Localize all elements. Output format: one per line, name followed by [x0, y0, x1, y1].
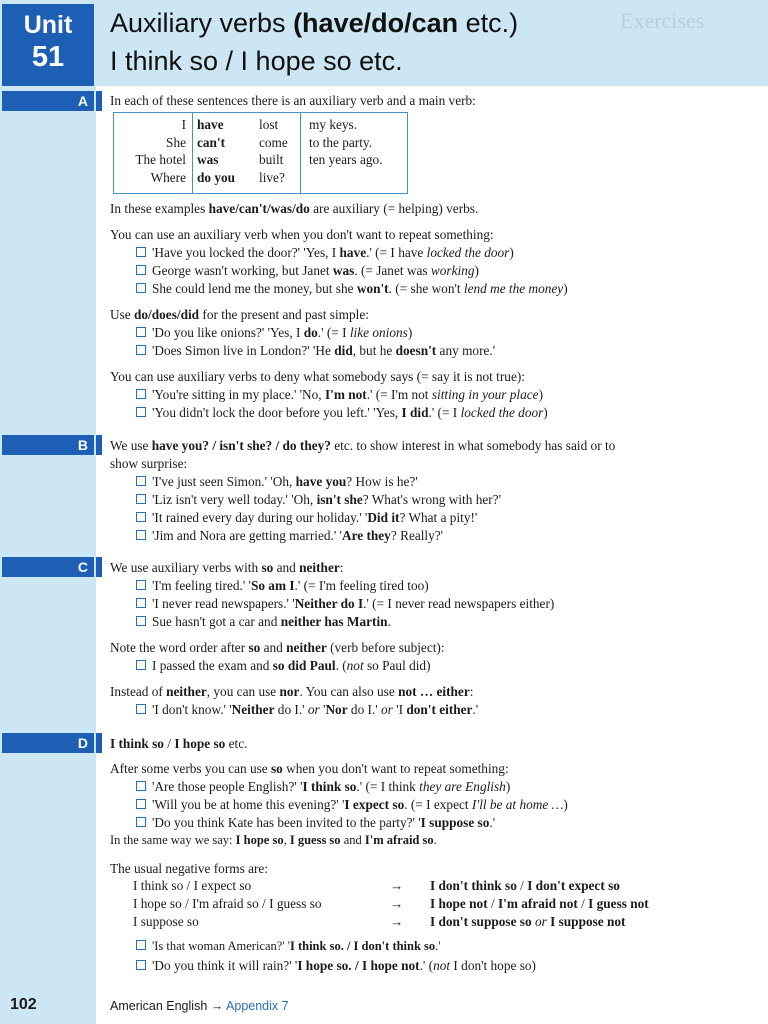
text-segment: have/can't/was/do	[208, 201, 310, 216]
section-label-b: B	[2, 435, 94, 455]
text-segment: Neither do I	[294, 596, 364, 611]
checkbox-square-icon	[136, 940, 146, 950]
text-segment: neither	[166, 684, 207, 699]
text-segment: working	[430, 263, 475, 278]
text-segment: locked the door	[460, 405, 544, 420]
text-segment: I suppose not	[550, 914, 626, 929]
text-segment: Nor	[325, 702, 348, 717]
d-heading	[110, 735, 247, 752]
text-segment: 'I'm feeling tired.' '	[152, 578, 251, 593]
text-segment: In the same way we say:	[110, 833, 236, 847]
list-item	[136, 814, 495, 831]
text-segment: did	[334, 343, 353, 358]
text-segment: I'm not	[324, 387, 367, 402]
a-deny-intro: You can use auxiliary verbs to deny what somebody says (= say it is not true):	[110, 369, 525, 384]
appendix-link[interactable]: Appendix 7	[226, 999, 289, 1013]
section-label-d: D	[2, 733, 94, 753]
text-segment: We use	[110, 438, 152, 453]
list-item	[136, 386, 543, 403]
text-segment: I hope not	[430, 896, 488, 911]
text-segment: I think so. / I don't think so	[289, 939, 436, 953]
b-intro	[110, 437, 615, 454]
text-segment: when you don't want to repeat something:	[282, 761, 509, 776]
text-segment: .' (= I	[428, 405, 461, 420]
left-sidebar	[0, 0, 96, 1024]
checkbox-square-icon	[136, 389, 146, 399]
list-item	[136, 280, 568, 297]
table-rest: my keys. to the party. ten years ago.	[309, 117, 383, 167]
page-title: Auxiliary verbs (have/do/can etc.) I think so / I hope so etc.	[110, 8, 519, 76]
list-item	[136, 957, 536, 974]
text-segment: ? What a pity!'	[399, 510, 478, 525]
text-segment: locked the door	[426, 245, 510, 260]
list-item	[136, 796, 568, 813]
text-segment: .' (= I	[317, 325, 350, 340]
neg-row-right	[430, 895, 649, 913]
text-segment: ? How is he?'	[346, 474, 418, 489]
text-segment: neither has Martin	[280, 614, 388, 629]
checkbox-square-icon	[136, 494, 146, 504]
list-item	[136, 595, 554, 612]
text-segment: 'It rained every day during our holiday.' '	[152, 510, 368, 525]
text-segment: 'I never read newspapers.' '	[152, 596, 295, 611]
text-segment: .' (= I'm feeling tired too)	[294, 578, 429, 593]
text-segment: Use	[110, 307, 135, 322]
text-segment: neither	[299, 560, 340, 575]
arrow-icon: →	[390, 896, 404, 911]
checkbox-square-icon	[136, 345, 146, 355]
text-segment: I'm afraid not	[497, 896, 578, 911]
text-segment: I hope so	[235, 833, 284, 847]
text-segment: have you? / isn't she? / do they?	[151, 438, 331, 453]
text-segment: I don't hope so)	[450, 958, 536, 973]
section-label-a: A	[2, 91, 94, 111]
text-segment: I suppose so	[420, 815, 490, 830]
auxiliary-table	[113, 112, 408, 194]
text-segment: 'Does Simon live in London?' 'He	[152, 343, 335, 358]
text-segment: .' (= I never read newspapers either)	[363, 596, 555, 611]
text-segment: nor	[279, 684, 300, 699]
list-item	[136, 657, 431, 674]
text-segment: , you can use	[206, 684, 280, 699]
checkbox-square-icon	[136, 616, 146, 626]
text-segment: so did Paul	[272, 658, 336, 673]
text-segment: ? Really?'	[390, 528, 444, 543]
text-segment: After some verbs you can use	[110, 761, 271, 776]
text-segment: not	[433, 958, 451, 973]
text-segment: )	[407, 325, 413, 340]
list-item	[136, 577, 429, 594]
text-segment: .' (= I think	[356, 779, 420, 794]
text-segment: .'	[472, 702, 479, 717]
text-segment: doesn't	[395, 343, 437, 358]
text-segment: 'Do you think it will rain?' '	[152, 958, 298, 973]
checkbox-square-icon	[136, 660, 146, 670]
text-segment: . (= she won't	[388, 281, 464, 296]
text-segment: 'Have you locked the door?' 'Yes, I	[152, 245, 340, 260]
text-segment: .' (= I'm not	[366, 387, 432, 402]
arrow-icon: →	[390, 878, 404, 893]
checkbox-square-icon	[136, 960, 146, 970]
list-item	[136, 613, 391, 630]
text-segment: like onions	[349, 325, 408, 340]
text-segment: .' (= I have	[366, 245, 427, 260]
checkbox-square-icon	[136, 247, 146, 257]
text-segment: I hope so. / I hope not	[297, 958, 420, 973]
text-segment: 'Liz isn't very well today.' 'Oh,	[152, 492, 317, 507]
text-segment: We use auxiliary verbs with	[110, 560, 262, 575]
checkbox-square-icon	[136, 327, 146, 337]
text-segment: (verb before subject):	[326, 640, 445, 655]
text-segment: Are they	[341, 528, 391, 543]
c-order-note	[110, 639, 445, 656]
text-segment: .	[387, 614, 391, 629]
table-main-verbs: lost come built live?	[259, 117, 288, 185]
text-segment: don't either	[406, 702, 473, 717]
text-segment: have you	[295, 474, 347, 489]
a-intro: In each of these sentences there is an auxiliary verb and a main verb:	[110, 93, 476, 108]
text-segment: )	[509, 245, 514, 260]
table-subjects: I She The hotel Where	[135, 117, 186, 185]
text-segment: sitting in your place	[431, 387, 539, 402]
a-do-intro	[110, 306, 369, 323]
text-segment: so	[248, 640, 261, 655]
text-segment: Neither	[231, 702, 275, 717]
text-segment: 'Is that woman American?' '	[152, 939, 290, 953]
text-segment: Instead of	[110, 684, 167, 699]
text-segment: I think so	[110, 736, 164, 751]
text-segment: Note the word order after	[110, 640, 249, 655]
unit-badge	[2, 4, 94, 86]
footer-note	[110, 999, 289, 1013]
checkbox-square-icon	[136, 580, 146, 590]
text-segment: 'I don't know.' '	[152, 702, 232, 717]
text-segment: 'I	[392, 702, 407, 717]
text-segment: . (	[335, 658, 347, 673]
text-segment: not … either	[398, 684, 470, 699]
text-segment: I'm afraid so	[364, 833, 434, 847]
text-segment: and	[340, 833, 365, 847]
neg-row-left: I hope so / I'm afraid so / I guess so	[133, 896, 322, 911]
text-segment: /	[163, 736, 175, 751]
text-segment: I guess not	[588, 896, 649, 911]
text-segment: .	[433, 833, 437, 847]
checkbox-square-icon	[136, 407, 146, 417]
list-item	[136, 404, 548, 421]
checkbox-square-icon	[136, 781, 146, 791]
text-segment: I passed the exam and	[152, 658, 273, 673]
text-segment: etc. to show interest in what somebody has said or to	[330, 438, 616, 453]
text-segment: do I.'	[274, 702, 308, 717]
text-segment: )	[543, 405, 548, 420]
text-segment: George wasn't working, but Janet	[152, 263, 333, 278]
text-segment: not	[346, 658, 364, 673]
d-neg-intro: The usual negative forms are:	[110, 861, 269, 876]
text-segment: /	[577, 896, 589, 911]
text-segment: lend me the money	[463, 281, 564, 296]
text-segment: etc.	[225, 736, 248, 751]
neg-row-left: I think so / I expect so	[133, 878, 252, 893]
text-segment: or	[381, 702, 393, 717]
section-bar-d	[96, 733, 102, 753]
text-segment: . You can also use	[299, 684, 399, 699]
text-segment: was	[332, 263, 355, 278]
text-segment: 'You're sitting in my place.' 'No,	[152, 387, 325, 402]
b-intro-line2: show surprise:	[110, 456, 188, 471]
checkbox-square-icon	[136, 512, 146, 522]
text-segment: I guess so	[289, 833, 341, 847]
neg-row-left: I suppose so	[133, 914, 199, 929]
text-segment: etc.)	[458, 8, 519, 38]
text-segment: I don't think so	[430, 878, 517, 893]
text-segment: are auxiliary (= helping) verbs.	[309, 201, 479, 216]
text-segment: isn't she	[316, 492, 363, 507]
text-segment: have	[339, 245, 367, 260]
text-segment: I'll be at home …	[471, 797, 564, 812]
section-bar-a	[96, 91, 102, 111]
text-segment: .'	[489, 815, 496, 830]
checkbox-square-icon	[136, 817, 146, 827]
text-segment: so	[261, 560, 274, 575]
text-segment: they are English	[419, 779, 506, 794]
list-item	[136, 244, 514, 261]
list-item	[136, 342, 495, 359]
list-item	[136, 527, 443, 544]
text-segment: won't	[356, 281, 389, 296]
text-segment: :	[339, 560, 344, 575]
text-segment: and	[260, 640, 287, 655]
list-item	[136, 938, 441, 955]
text-segment: do/does/did	[134, 307, 200, 322]
arrow-icon: →	[390, 914, 404, 929]
section-bar-b	[96, 435, 102, 455]
text-segment: :	[469, 684, 474, 699]
text-segment: 'You didn't lock the door before you left.' 'Yes,	[152, 405, 402, 420]
text-segment: . (= Janet was	[354, 263, 431, 278]
text-segment: American English →	[110, 999, 227, 1013]
text-segment: I don't suppose so	[430, 914, 532, 929]
text-segment: )	[474, 263, 479, 278]
a-examples-note	[110, 200, 478, 217]
text-segment: /	[487, 896, 498, 911]
text-segment: ,	[283, 833, 290, 847]
neg-row-right	[430, 913, 626, 931]
text-segment: I hope so	[174, 736, 226, 751]
ghost-exercises-text: Exercises	[620, 8, 705, 33]
text-segment: )	[538, 387, 543, 402]
unit-number: 51	[31, 41, 65, 73]
text-segment: Auxiliary verbs	[110, 8, 294, 38]
text-segment: 'Jim and Nora are getting married.' '	[152, 528, 342, 543]
a-repeat-intro: You can use an auxiliary verb when you don't want to repeat something:	[110, 227, 494, 242]
text-segment: so	[271, 761, 283, 776]
text-segment: 'Are those people English?' '	[152, 779, 303, 794]
text-segment: , but he	[352, 343, 396, 358]
text-segment: 'Will you be at home this evening?' '	[152, 797, 345, 812]
text-segment: So am I	[250, 578, 295, 593]
text-segment: Did it	[367, 510, 400, 525]
text-segment: do	[303, 325, 318, 340]
unit-word: Unit	[23, 11, 73, 39]
text-segment: I don't expect so	[527, 878, 620, 893]
list-item	[136, 473, 418, 490]
table-auxiliaries: have can't was do you	[197, 117, 236, 185]
neg-row-right	[430, 877, 620, 895]
checkbox-square-icon	[136, 704, 146, 714]
text-segment: and	[273, 560, 300, 575]
section-bar-c	[96, 557, 102, 577]
list-item	[136, 701, 478, 718]
checkbox-square-icon	[136, 476, 146, 486]
text-segment: )	[505, 779, 511, 794]
page-number: 102	[10, 996, 37, 1013]
list-item	[136, 491, 501, 508]
list-item	[136, 324, 412, 341]
checkbox-square-icon	[136, 283, 146, 293]
text-segment: any more.'	[436, 343, 496, 358]
checkbox-square-icon	[136, 530, 146, 540]
text-segment: I expect so	[344, 797, 405, 812]
text-segment: so Paul did)	[363, 658, 431, 673]
text-segment: for the present and past simple:	[199, 307, 369, 322]
text-segment: I did	[401, 405, 429, 420]
d-intro	[110, 760, 509, 777]
text-segment: .' (	[419, 958, 434, 973]
text-segment: '	[319, 702, 326, 717]
list-item	[136, 509, 477, 526]
checkbox-square-icon	[136, 799, 146, 809]
text-segment: Sue hasn't got a car and	[152, 614, 281, 629]
list-item	[136, 778, 510, 795]
text-segment: /	[516, 878, 528, 893]
text-segment: )	[563, 281, 568, 296]
checkbox-square-icon	[136, 265, 146, 275]
text-segment: She could lend me the money, but she	[152, 281, 357, 296]
text-segment: . (= I expect	[404, 797, 472, 812]
text-segment: 'Do you like onions?' 'Yes, I	[152, 325, 304, 340]
text-segment: neither	[286, 640, 327, 655]
text-segment: or	[307, 702, 320, 717]
text-segment: 'I've just seen Simon.' 'Oh,	[152, 474, 296, 489]
text-segment: )	[563, 797, 568, 812]
c-intro	[110, 559, 343, 576]
text-segment: or	[531, 914, 551, 929]
text-segment: I think so	[302, 779, 357, 794]
c-nor-note	[110, 683, 473, 700]
text-segment: (have/do/can	[293, 8, 459, 38]
text-segment: In these examples	[110, 201, 209, 216]
text-segment: do I.'	[347, 702, 382, 717]
checkbox-square-icon	[136, 598, 146, 608]
text-segment: .'	[435, 939, 441, 953]
d-same-way	[110, 832, 437, 849]
section-label-c: C	[2, 557, 94, 577]
list-item	[136, 262, 479, 279]
text-segment: ? What's wrong with her?'	[362, 492, 501, 507]
text-segment: 'Do you think Kate has been invited to the party?' '	[152, 815, 421, 830]
